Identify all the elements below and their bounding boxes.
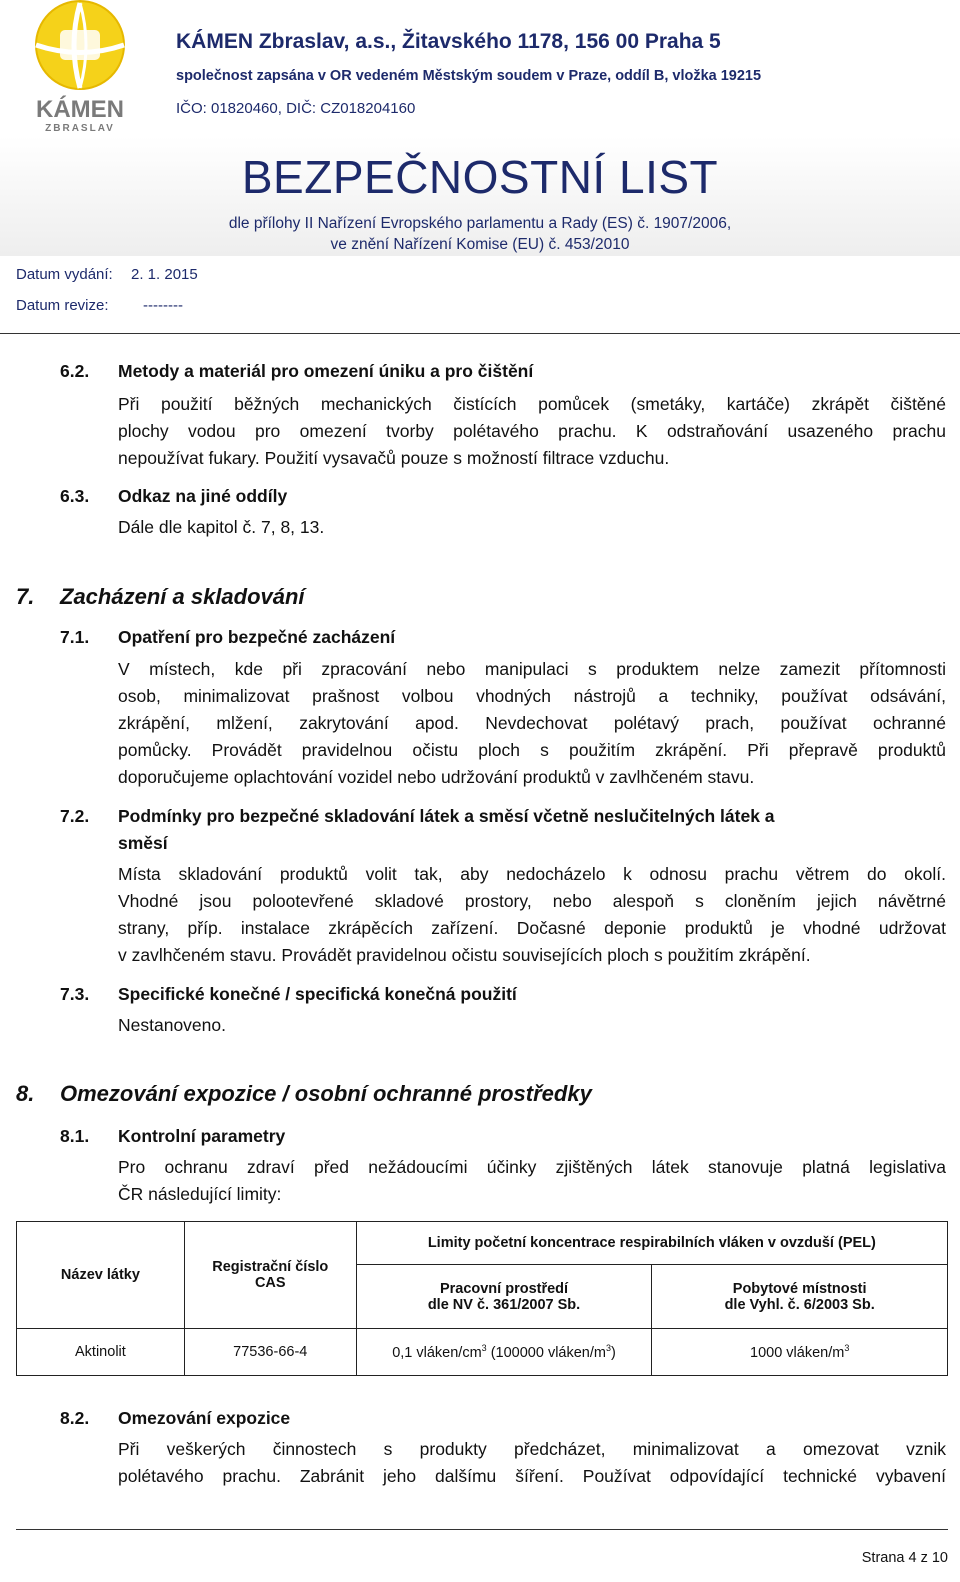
column-header-pel: Limity početní koncentrace respirabilních vláken v ovzduší (PEL)	[356, 1222, 947, 1265]
heading-8-2: Omezování expozice	[118, 1408, 291, 1428]
paragraph-line: V místech, kde při zpracování nebo manipulaci s produktem nelze zamezit přítomnosti	[118, 659, 946, 679]
section-number-8-1: 8.1.	[60, 1126, 90, 1146]
revision-date-value: --------	[143, 297, 183, 314]
paragraph-line: nepoužívat fukary. Použití vysavačů pouze s možností filtrace vzduchu.	[118, 448, 670, 468]
table-row	[17, 1329, 948, 1376]
issue-date-value: 2. 1. 2015	[131, 266, 198, 283]
heading-7-1: Opatření pro bezpečné zacházení	[118, 627, 396, 647]
cell-work-part-2: (100000 vláken/m	[486, 1344, 606, 1361]
paragraph-line: Při použití běžných mechanických čistících pomůcek (smetáky, kartáče) zkrápět čištěné	[118, 394, 946, 414]
section-number-6-2: 6.2.	[60, 361, 90, 381]
column-header-cas	[184, 1222, 356, 1329]
paragraph-line: polétavého prachu. Zabránit jeho dalšímu šíření. Používat odpovídající technické vybavení	[118, 1466, 946, 1486]
section-number-7-1: 7.1.	[60, 627, 90, 647]
issue-date-label: Datum vydání:	[16, 266, 113, 283]
paragraph-6-2	[118, 391, 946, 472]
company-logo	[20, 0, 140, 135]
cell-living-limit	[652, 1329, 948, 1376]
paragraph-line: pomůcky. Provádět pravidelnou očistu ploch s použitím zkrápění. Při přepravě produktů	[118, 740, 946, 760]
section-number-7-2: 7.2.	[60, 806, 90, 826]
column-header-living-line-1: Pobytové místnosti	[732, 1280, 867, 1297]
paragraph-line: plochy vodou pro omezení tvorby polétavého prachu. K odstraňování usazeného prachu	[118, 421, 946, 441]
table-header-row	[17, 1222, 948, 1265]
paragraph-line: doporučujeme oplachtování vozidel nebo udržování produktů v zavlhčeném stavu.	[118, 767, 755, 787]
cell-work-exponent-2: 3	[605, 1343, 611, 1354]
paragraph-7-1	[118, 656, 946, 791]
revision-date-label: Datum revize:	[16, 297, 109, 314]
paragraph-line: strany, příp. instalace zkrápěcích zařízení. Dočasné deponie produktů je vhodné udržovat	[118, 918, 946, 938]
paragraph-line: zkrápění, mlžení, zakrytování apod. Nevdechovat polétavý prach, používat ochranné	[118, 713, 946, 733]
paragraph-line: Pro ochranu zdraví před nežádoucími účinky zjištěných látek stanovuje platná legislativa	[118, 1157, 946, 1177]
cell-substance: Aktinolit	[17, 1329, 185, 1376]
heading-7-2-line-2: směsí	[118, 833, 168, 853]
section-title-7: Zacházení a skladování	[60, 584, 305, 609]
heading-6-3: Odkaz na jiné oddíly	[118, 486, 288, 506]
heading-6-2: Metody a materiál pro omezení úniku a pro čištění	[118, 361, 534, 381]
section-number-7-3: 7.3.	[60, 984, 90, 1004]
column-header-cas-line-2: CAS	[254, 1275, 286, 1291]
column-header-living	[652, 1265, 948, 1329]
cell-work-limit	[356, 1329, 652, 1376]
document-title: BEZPEČNOSTNÍ LIST	[241, 151, 719, 203]
cell-work-part-3: )	[610, 1344, 616, 1361]
paragraph-line: Místa skladování produktů volit tak, aby nedocházelo k odnosu prachu větrem do okolí.	[118, 864, 946, 884]
paragraph-6-3	[118, 514, 946, 541]
section-number-7: 7.	[16, 584, 35, 609]
cell-cas: 77536-66-4	[184, 1329, 356, 1376]
paragraph-line: ČR následující limity:	[118, 1184, 282, 1204]
paragraph-8-1	[118, 1154, 946, 1208]
column-header-work-line-1: Pracovní prostředí	[439, 1280, 569, 1297]
company-ids: IČO: 01820460, DIČ: CZ018204160	[176, 100, 416, 117]
paragraph-line: Nestanoveno.	[118, 1015, 226, 1035]
heading-8-1: Kontrolní parametry	[118, 1126, 286, 1146]
column-header-work	[356, 1265, 652, 1329]
paragraph-line: v zavlhčeném stavu. Provádět pravidelnou očistu souvisejících ploch s použitím zkrápění.	[118, 945, 811, 965]
paragraph-7-3	[118, 1012, 946, 1039]
paragraph-7-2	[118, 861, 946, 969]
company-registration: společnost zapsána v OR vedeném Městským soudem v Praze, oddíl B, vložka 19215	[176, 68, 762, 84]
logo-text: KÁMEN	[36, 96, 124, 123]
company-name: KÁMEN Zbraslav, a.s., Žitavského 1178, 156 00 Praha 5	[176, 30, 721, 53]
logo-subtext: ZBRASLAV	[45, 123, 115, 134]
cell-work-part-1: 0,1 vláken/cm	[392, 1344, 482, 1361]
cell-living-exponent: 3	[844, 1343, 850, 1354]
header-divider	[0, 333, 960, 334]
limits-table	[16, 1221, 948, 1376]
paragraph-line: Vhodné jsou polootevřené skladové prostory, nebo alespoň s cloněním jejich návětrné	[118, 891, 946, 911]
paragraph-line: osob, minimalizovat prašnost volbou vhodných nástrojů a techniky, používat odsávání,	[118, 686, 946, 706]
heading-7-3: Specifické konečné / specifická konečná použití	[118, 984, 517, 1004]
section-number-8-2: 8.2.	[60, 1408, 90, 1428]
column-header-living-line-2: dle Vyhl. č. 6/2003 Sb.	[724, 1296, 875, 1313]
column-header-work-line-2: dle NV č. 361/2007 Sb.	[427, 1296, 581, 1313]
paragraph-8-2	[118, 1436, 946, 1490]
paragraph-line: Dále dle kapitol č. 7, 8, 13.	[118, 517, 325, 537]
column-header-cas-line-1: Registrační číslo	[212, 1259, 329, 1275]
section-number-8: 8.	[16, 1081, 35, 1106]
cell-living-value: 1000 vláken/m	[750, 1344, 845, 1361]
section-title-8: Omezování expozice / osobní ochranné prostředky	[60, 1081, 592, 1106]
section-number-6-3: 6.3.	[60, 486, 90, 506]
cell-work-exponent-1: 3	[481, 1343, 487, 1354]
page-number: Strana 4 z 10	[861, 1550, 948, 1566]
regulation-line-2: ve znění Nařízení Komise (EU) č. 453/2010	[330, 236, 630, 253]
heading-7-2-line-1: Podmínky pro bezpečné skladování látek a směsí včetně neslučitelných látek a	[118, 806, 775, 826]
regulation-line-1: dle přílohy II Nařízení Evropského parlamentu a Rady (ES) č. 1907/2006,	[228, 215, 732, 232]
column-header-name: Název látky	[17, 1222, 185, 1329]
paragraph-line: Při veškerých činnostech s produkty předcházet, minimalizovat a omezovat vznik	[118, 1439, 946, 1459]
footer-divider	[16, 1529, 948, 1530]
